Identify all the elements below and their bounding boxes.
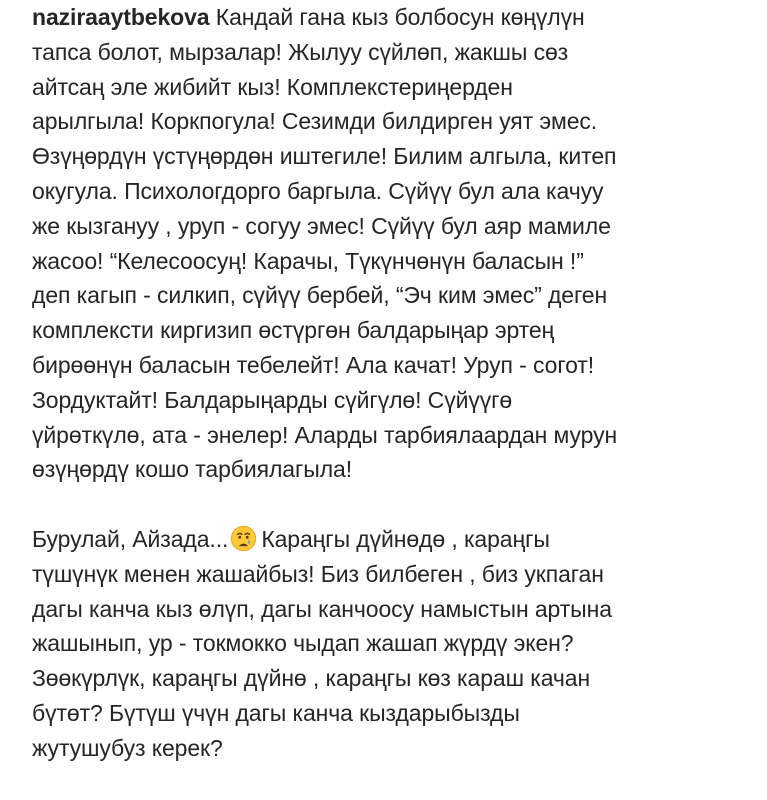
caption-line: Зөөкүрлүк, караңгы дүйнө , караңгы көз караш качан: [32, 665, 591, 692]
caption-line: жашынып, ур - токмокко чыдап жашап жүрдү экен?: [32, 630, 574, 657]
caption-line: Өзүңөрдүн үстүңөрдөн иштегиле! Билим алгыла, китеп: [32, 143, 617, 170]
caption-text: Караңгы дүйнөдө , караңгы: [261, 525, 550, 552]
username-link[interactable]: naziraaytbekova: [32, 4, 210, 30]
caption-line: дагы канча кыз өлүп, дагы канчоосу намыстын артына: [32, 595, 612, 622]
caption-line: же кызгануу , уруп - согуу эмес! Сүйүү бул аяр мамиле: [32, 212, 611, 239]
caption-line: айтсаң эле жибийт кыз! Комплекстериңерден: [32, 73, 513, 100]
caption-line: комплексти киргизип өстүргөн балдарыңар эртең: [32, 317, 555, 344]
crying-face-icon: [230, 525, 257, 552]
caption-line: бүтөт? Бүтүш үчүн дагы канча кыздарыбызды: [32, 699, 520, 726]
caption-line: бирөөнүн баласын тебелейт! Ала качат! Уруп - согот!: [32, 351, 595, 378]
caption-line: үйрөткүлө, ата - энелер! Аларды тарбиялаардан мурун: [32, 421, 618, 448]
post-caption: [32, 0, 752, 766]
caption-line: жутушубуз керек?: [32, 734, 223, 761]
caption-line: өзүңөрдү кошо тарбиялагыла!: [32, 456, 353, 483]
caption-line: түшүнүк менен жашайбыз! Биз билбеген , биз укпаган: [32, 560, 604, 587]
caption-line: жасоо! “Келесоосуң! Карачы, Түкүнчөнүн баласын !”: [32, 247, 584, 274]
caption-line: [32, 0, 752, 35]
caption-line: окугула. Психологдорго баргыла. Сүйүү бул ала качуу: [32, 177, 604, 204]
caption-line: деп кагып - силкип, сүйүү бербей, “Эч ким эмес” деген: [32, 282, 608, 309]
caption-line: [32, 522, 752, 557]
caption-line: арылгыла! Коркпогула! Сезимди билдирген уят эмес.: [32, 108, 598, 135]
paragraph-gap: [32, 487, 752, 522]
caption-line: тапса болот, мырзалар! Жылуу сүйлөп, жакшы сөз: [32, 38, 569, 65]
caption-text: Кандай гана кыз болбосун көңүлүн: [215, 4, 585, 30]
caption-text: Бурулай, Айзада...: [32, 525, 229, 552]
caption-line: Зордуктайт! Балдарыңарды сүйгүлө! Сүйүүгө: [32, 386, 513, 413]
